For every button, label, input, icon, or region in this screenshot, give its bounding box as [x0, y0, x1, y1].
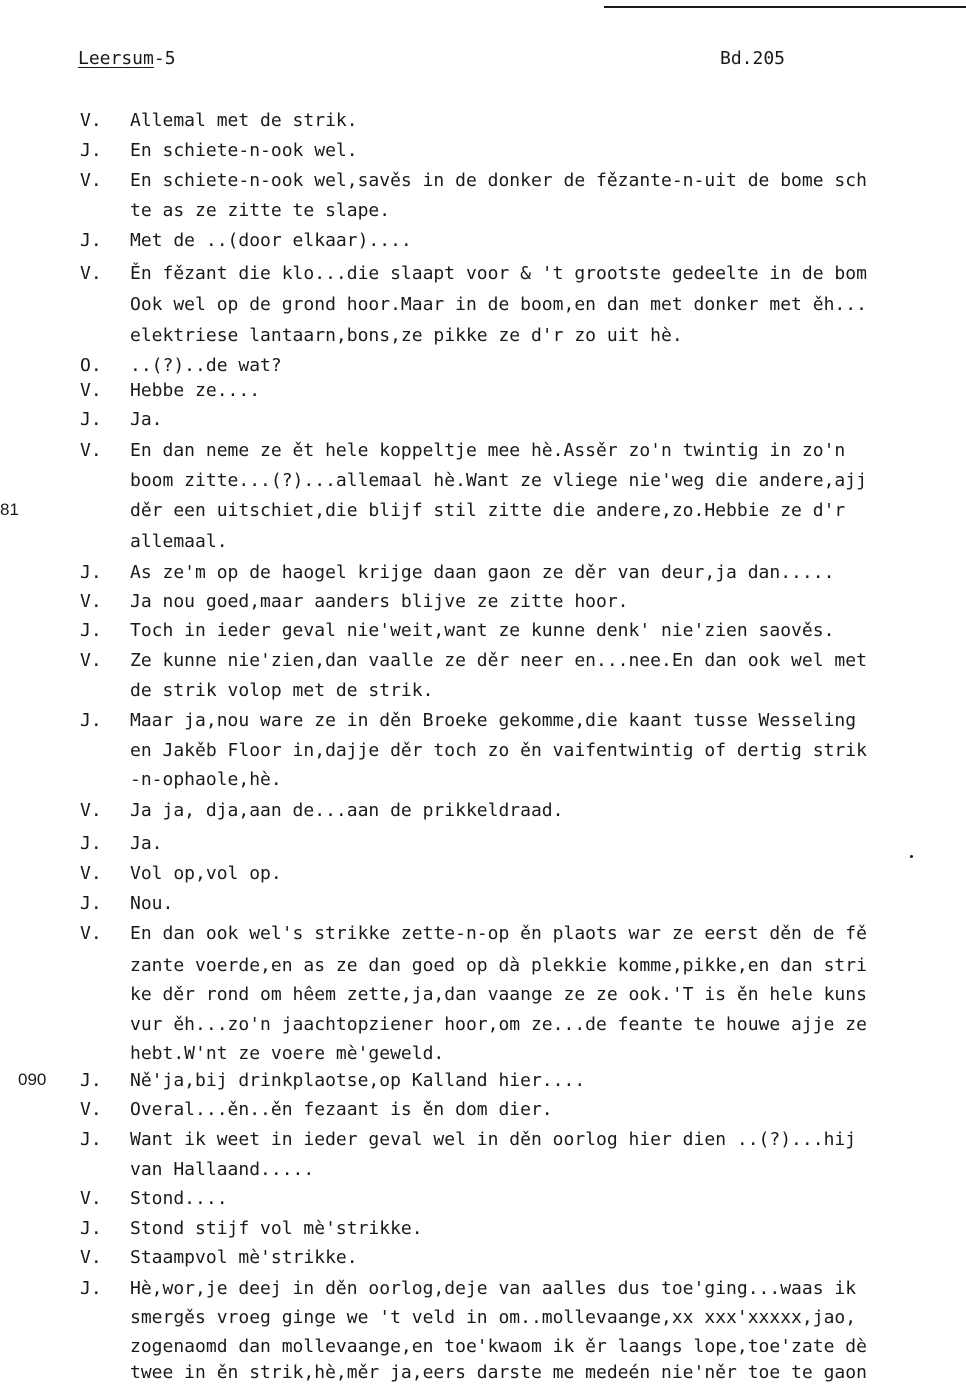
- line-text: Stond stijf vol mè'strikke.: [130, 1218, 423, 1239]
- line-text: elektriese lantaarn,bons,ze pikke ze d'r zo uit hè.: [130, 325, 683, 346]
- transcript-line: [0, 591, 966, 621]
- transcript-line: [0, 863, 966, 893]
- margin-counter-090: 090: [18, 1070, 47, 1089]
- line-text: As ze'm op de haogel krijge daan gaon ze děr van deur,ja dan.....: [130, 562, 835, 583]
- speaker-label: J.: [80, 1070, 102, 1091]
- transcript-line: [0, 380, 966, 410]
- transcript-line: [0, 440, 966, 470]
- transcript-line: [0, 923, 966, 953]
- header-location-name: Leersum: [78, 48, 154, 69]
- line-text: Staampvol mè'strikke.: [130, 1247, 358, 1268]
- line-text: zante voerde,en as ze dan goed op dà plekkie komme,pikke,en dan stri: [130, 955, 867, 976]
- transcript-line: [0, 470, 966, 500]
- transcript-line: [0, 740, 966, 770]
- transcript-line: [0, 170, 966, 200]
- transcript-line: [0, 200, 966, 230]
- speaker-label: J.: [80, 893, 102, 914]
- line-text: Hebbe ze....: [130, 380, 261, 401]
- transcript-line: [0, 710, 966, 740]
- line-text: Stond....: [130, 1188, 228, 1209]
- line-text: Ja.: [130, 409, 163, 430]
- transcript-line: [0, 1129, 966, 1159]
- line-text: -n-ophaole,hè.: [130, 769, 282, 790]
- transcript-line: [0, 893, 966, 923]
- speaker-label: V.: [80, 650, 102, 671]
- line-text: ke děr rond om hêem zette,ja,dan vaange ze ze ook.'T is ěn hele kuns: [130, 984, 867, 1005]
- transcript-line: [0, 562, 966, 592]
- transcript-line: [0, 1218, 966, 1248]
- line-text: Toch in ieder geval nie'weit,want ze kunne denk' nie'zien saověs.: [130, 620, 835, 641]
- speaker-label: J.: [80, 1218, 102, 1239]
- line-text: Met de ..(door elkaar)....: [130, 230, 412, 251]
- margin-counter-81: 81: [0, 500, 19, 519]
- speaker-label: J.: [80, 409, 102, 430]
- line-text: boom zitte...(?)...allemaal hè.Want ze vliege nie'weg die andere,ajj: [130, 470, 867, 491]
- speaker-label: J.: [80, 620, 102, 641]
- line-text: Ja ja, dja,aan de...aan de prikkeldraad.: [130, 800, 564, 821]
- speaker-label: J.: [80, 230, 102, 251]
- transcript-line: [0, 531, 966, 561]
- header-location: [78, 48, 176, 69]
- line-text: en Jakěb Floor in,dajje děr toch zo ěn vaifentwintig of dertig strik: [130, 740, 867, 761]
- line-text: Ja.: [130, 833, 163, 854]
- transcript-line: [0, 1014, 966, 1044]
- speaker-label: V.: [80, 380, 102, 401]
- speaker-label: V.: [80, 110, 102, 131]
- line-text: twee in ěn strik,hè,měr ja,eers darste me medeén nie'něr toe te gaon: [130, 1362, 867, 1383]
- speaker-label: V.: [80, 440, 102, 461]
- speaker-label: O.: [80, 355, 102, 376]
- transcript-line: [0, 263, 966, 293]
- line-text: děr een uitschiet,die blijf stil zitte die andere,zo.Hebbie ze d'r: [130, 500, 846, 521]
- line-text: Maar ja,nou ware ze in děn Broeke gekomme,die kaant tusse Wesseling: [130, 710, 857, 731]
- transcript-line: [0, 409, 966, 439]
- speaker-label: J.: [80, 140, 102, 161]
- top-rule: [604, 6, 966, 8]
- transcript-line: [0, 1362, 966, 1392]
- speaker-label: V.: [80, 923, 102, 944]
- transcript-line: [0, 680, 966, 710]
- transcript-line: [0, 984, 966, 1014]
- line-text: hebt.W'nt ze voere mè'geweld.: [130, 1043, 445, 1064]
- transcript-line: [0, 1307, 966, 1337]
- speaker-label: V.: [80, 263, 102, 284]
- transcript-line: [0, 650, 966, 680]
- line-text: Ook wel op de grond hoor.Maar in de boom,en dan met donker met ěh...: [130, 294, 867, 315]
- speaker-label: J.: [80, 710, 102, 731]
- transcript-line: [0, 500, 966, 530]
- line-text: Hè,wor,je deej in děn oorlog,deje van aalles dus toe'ging...waas ik: [130, 1278, 857, 1299]
- line-text: En dan ook wel's strikke zette-n-op ěn plaots war ze eerst děn de fě: [130, 923, 867, 944]
- speaker-label: V.: [80, 800, 102, 821]
- line-text: Allemal met de strik.: [130, 110, 358, 131]
- transcript-line: [0, 230, 966, 260]
- transcript-line: [0, 1278, 966, 1308]
- line-text: van Hallaand.....: [130, 1159, 315, 1180]
- transcript-line: [0, 1188, 966, 1218]
- speaker-label: V.: [80, 1188, 102, 1209]
- header-location-suffix: -5: [153, 48, 176, 69]
- line-text: vur ěh...zo'n jaachtopziener hoor,om ze...de feante te houwe ajje ze: [130, 1014, 867, 1035]
- transcript-line: [0, 1159, 966, 1189]
- speaker-label: V.: [80, 170, 102, 191]
- transcript-line: [0, 325, 966, 355]
- line-text: zogenaomd dan mollevaange,en toe'kwaom ik ěr laangs lope,toe'zate dè: [130, 1336, 867, 1357]
- transcript-line: [0, 1247, 966, 1277]
- line-text: En schiete-n-ook wel.: [130, 140, 358, 161]
- line-text: Ěn fězant die klo...die slaapt voor & 't grootste gedeelte in de bom: [130, 263, 867, 284]
- stray-mark: [910, 855, 913, 858]
- line-text: Want ik weet in ieder geval wel in děn oorlog hier dien ..(?)...hij: [130, 1129, 857, 1150]
- transcript-line: [0, 620, 966, 650]
- transcript-line: [0, 769, 966, 799]
- header-volume: Bd.205: [720, 48, 786, 69]
- line-text: En dan neme ze ět hele koppeltje mee hè.Assěr zo'n twintig in zo'n: [130, 440, 846, 461]
- speaker-label: J.: [80, 1129, 102, 1150]
- speaker-label: V.: [80, 591, 102, 612]
- line-text: Nou.: [130, 893, 174, 914]
- speaker-label: V.: [80, 1247, 102, 1268]
- line-text: Ja nou goed,maar aanders blijve ze zitte hoor.: [130, 591, 629, 612]
- speaker-label: V.: [80, 863, 102, 884]
- line-text: Ně'ja,bij drinkplaotse,op Kalland hier....: [130, 1070, 586, 1091]
- speaker-label: J.: [80, 562, 102, 583]
- line-text: allemaal.: [130, 531, 228, 552]
- speaker-label: J.: [80, 1278, 102, 1299]
- transcript-line: [0, 833, 966, 863]
- line-text: te as ze zitte te slape.: [130, 200, 391, 221]
- speaker-label: V.: [80, 1099, 102, 1120]
- transcript-line: [0, 800, 966, 830]
- transcript-line: [0, 294, 966, 324]
- line-text: En schiete-n-ook wel,savěs in de donker de fězante-n-uit de bome sch: [130, 170, 867, 191]
- speaker-label: J.: [80, 833, 102, 854]
- transcript-line: [0, 1099, 966, 1129]
- transcript-line: [0, 110, 966, 140]
- transcript-line: [0, 955, 966, 985]
- line-text: Ze kunne nie'zien,dan vaalle ze děr neer en...nee.En dan ook wel met: [130, 650, 867, 671]
- line-text: de strik volop met de strik.: [130, 680, 434, 701]
- transcript-line: [0, 1070, 966, 1100]
- line-text: Vol op,vol op.: [130, 863, 282, 884]
- transcript-line: [0, 140, 966, 170]
- transcript-line: [0, 1043, 966, 1073]
- line-text: Overal...ěn..ěn fezaant is ěn dom dier.: [130, 1099, 553, 1120]
- line-text: ..(?)..de wat?: [130, 355, 282, 376]
- line-text: smergěs vroeg ginge we 't veld in om..mollevaange,xx xxx'xxxxx,jao,: [130, 1307, 857, 1328]
